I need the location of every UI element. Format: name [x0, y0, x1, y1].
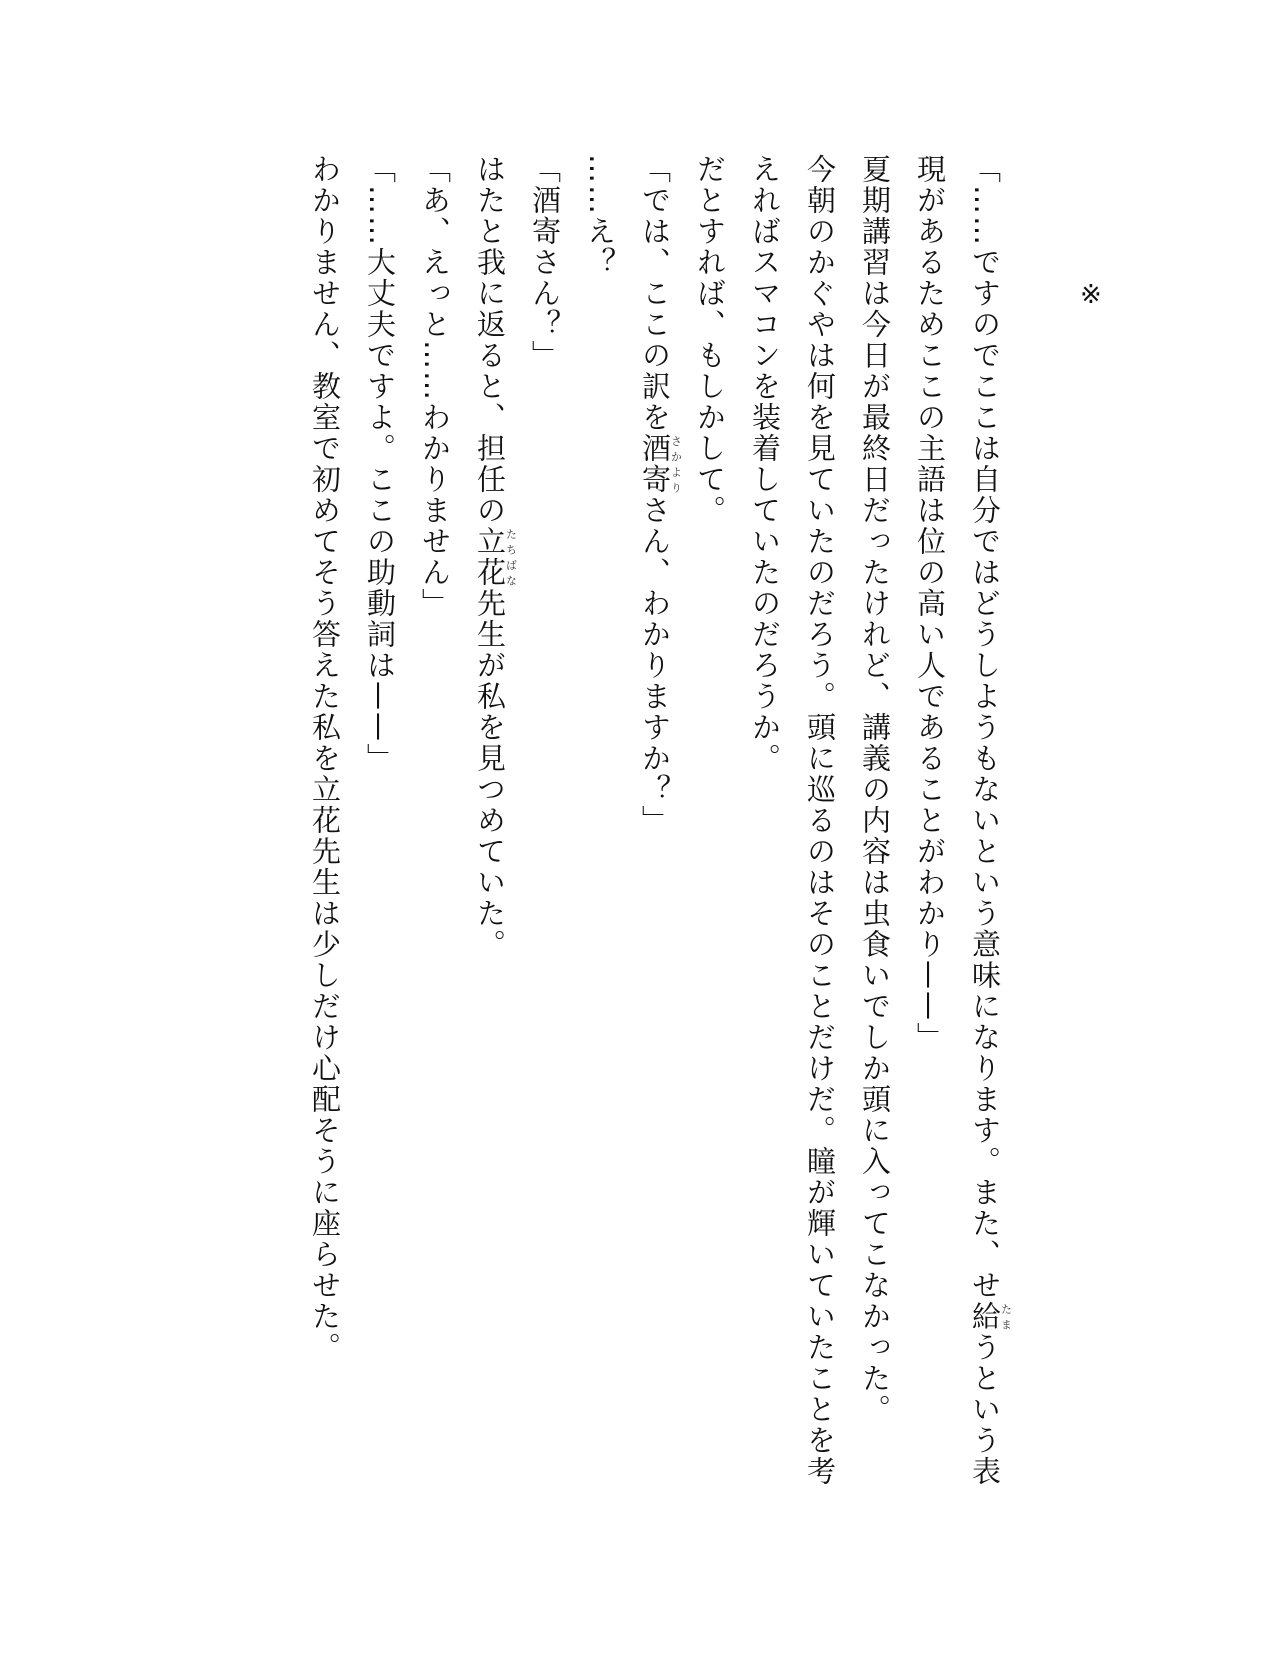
ruby-annotation: 酒寄さかより — [638, 433, 683, 495]
paragraph: 夏期講習は今日が最終日だったけれど、講義の内容は虫食いでしか頭に入ってこなかった。 — [858, 154, 892, 1425]
dialogue-line: 「酒寄さん？」 — [528, 154, 562, 371]
dialogue-line: 「では、ここの訳を酒寄さかよりさん、わかりますか？」 — [638, 154, 683, 836]
ruby-annotation: 給たま — [968, 1301, 1013, 1332]
paragraph: ……え？ — [583, 154, 617, 278]
paragraph: 「……ですのでここは自分ではどうしようもないという意味になります。また、せ給たまうという表現があるためここの主語は位の高い人であることがわかり——」 — [913, 154, 1013, 1487]
section-break-mark: ※ — [1080, 280, 1102, 310]
ruby-annotation: 立花たちばな — [473, 526, 518, 588]
paragraph: だとすれば、もしかして。 — [693, 154, 727, 526]
dialogue-line: 「あ、えっと……わかりません」 — [418, 154, 452, 619]
paragraph: はたと我に返ると、担任の立花たちばな先生が私を見つめていた。 — [473, 154, 518, 960]
dialogue-line: 「……大丈夫ですよ。ここの助動詞は——」 — [363, 154, 397, 774]
vertical-text-body — [297, 154, 1012, 1494]
paragraph: わかりません、教室で初めてそう答えた私を立花先生は少しだけ心配そうに座らせた。 — [308, 154, 342, 1363]
paragraph: 今朝のかぐやは何を見ていたのだろう。頭に巡るのはそのことだけだ。瞳が輝いていたことを考えればスマコンを装着していたのだろうか。 — [748, 154, 837, 1487]
